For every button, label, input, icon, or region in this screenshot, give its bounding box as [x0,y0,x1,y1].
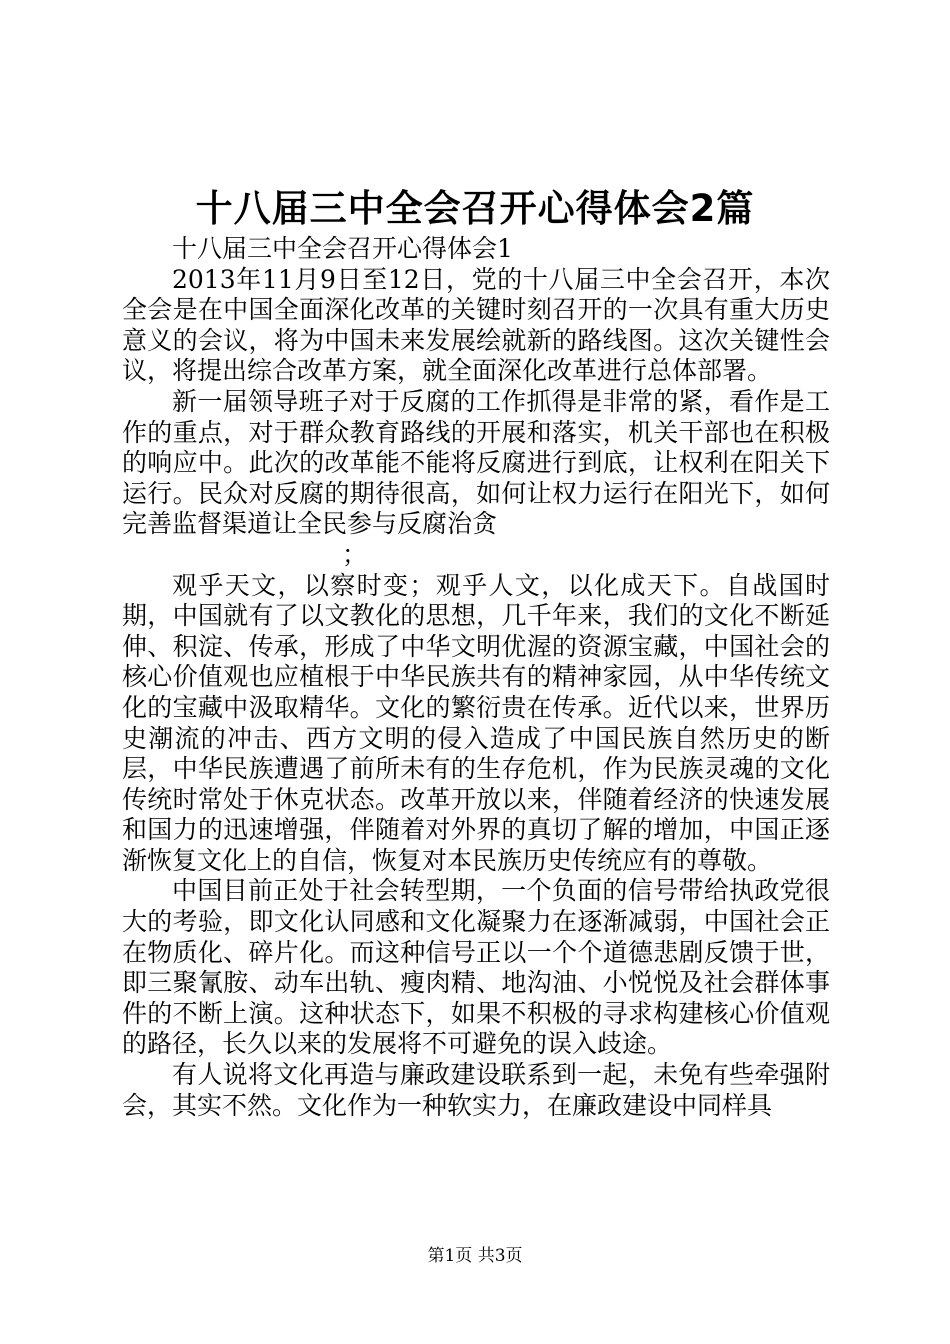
paragraph-fragment: ； [342,539,368,569]
paragraph: 新一届领导班子对于反腐的工作抓得是非常的紧，看作是工作的重点，对于群众教育路线的开展和落实，机关干部也在积极的响应中。此次的改革能不能将反腐进行到底，让权利在阳关下运行。民众对反腐的期待很高，如何让权力运行在阳光下，如何完善监督渠道让全民参与反腐治贪 [122,386,830,539]
section-heading: 十八届三中全会召开心得体会1 [172,234,513,263]
paragraph: 2013年11月9日至12日，党的十八届三中全会召开，本次全会是在中国全面深化改革的关键时刻召开的一次具有重大历史意义的会议，将为中国未来发展绘就新的路线图。这次关键性会议，将提出综合改革方案，就全面深化改革进行总体部署。 [122,264,830,386]
document-title: 十八届三中全会召开心得体会2篇 [195,187,755,230]
page-footer: 第1页 共3页 [427,1246,523,1266]
document-body [122,234,830,1121]
paragraph: 中国目前正处于社会转型期，一个负面的信号带给执政党很大的考验，即文化认同感和文化凝聚力在逐渐减弱，中国社会正在物质化、碎片化。而这种信号正以一个个道德悲剧反馈于世，即三聚氰胺、动车出轨、瘦肉精、地沟油、小悦悦及社会群体事件的不断上演。这种状态下，如果不积极的寻求构建核心价值观的路径，长久以来的发展将不可避免的误入歧途。 [122,876,830,1059]
paragraph: 观乎天文，以察时变；观乎人文，以化成天下。自战国时期，中国就有了以文教化的思想，几千年来，我们的文化不断延伸、积淀、传承，形成了中华文明优渥的资源宝藏，中国社会的核心价值观也应植根于中华民族共有的精神家园，从中华传统文化的宝藏中汲取精华。文化的繁衍贵在传承。近代以来，世界历史潮流的冲击、西方文明的侵入造成了中国民族自然历史的断层，中华民族遭遇了前所未有的生存危机，作为民族灵魂的文化传统时常处于休克状态。改革开放以来，伴随着经济的快速发展和国力的迅速增强，伴随着对外界的真切了解的增加，中国正逐渐恢复文化上的自信，恢复对本民族历史传统应有的尊敬。 [122,570,830,875]
paragraph: 有人说将文化再造与廉政建设联系到一起，未免有些牵强附会，其实不然。文化作为一种软实力，在廉政建设中同样具 [122,1060,830,1120]
